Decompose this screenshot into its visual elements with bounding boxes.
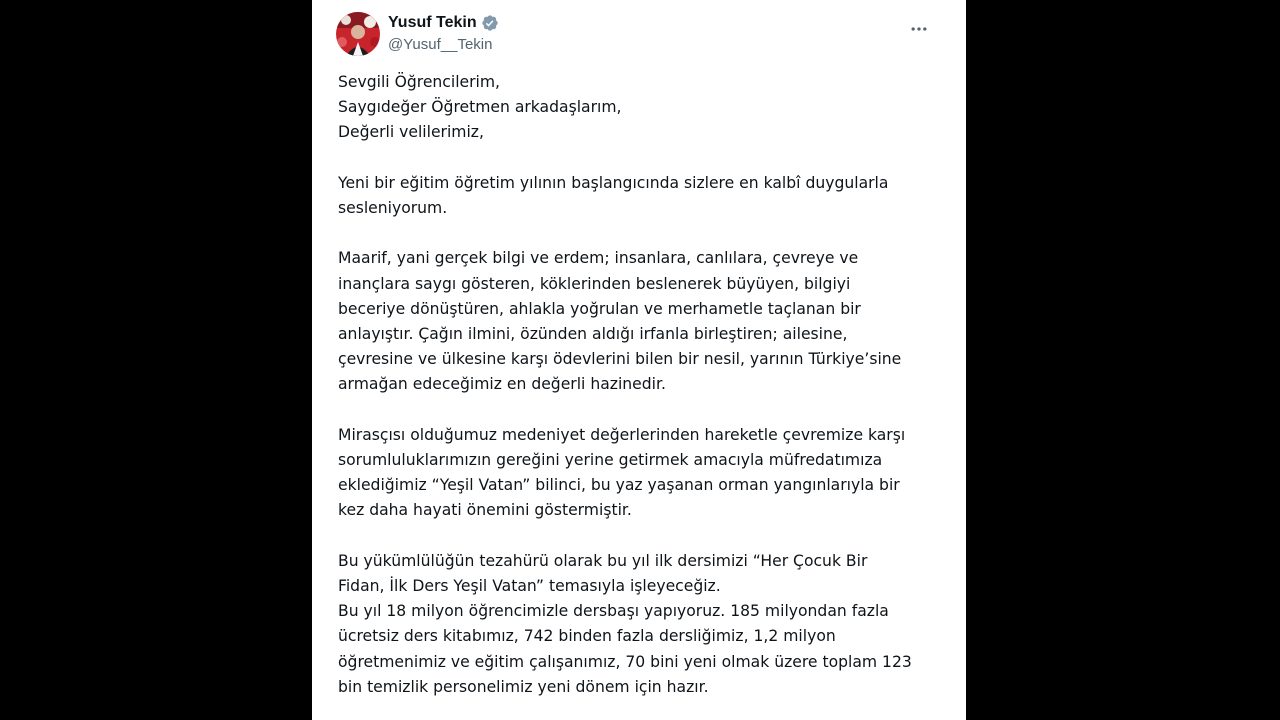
avatar[interactable] — [336, 12, 380, 56]
text-line: Yeni bir eğitim öğretim yılının başlangıcında sizlere en kalbî duygularla — [338, 173, 889, 192]
verified-badge-icon[interactable] — [481, 14, 499, 32]
text-line: Değerli velilerimiz, — [338, 123, 484, 142]
text-line: Bu yıl 18 milyon öğrencimizle dersbaşı yapıyoruz. 185 milyondan fazla — [338, 602, 889, 621]
text-line: öğretmenimiz ve eğitim çalışanımız, 70 bini yeni olmak üzere toplam 123 — [338, 652, 912, 671]
user-handle[interactable]: @Yusuf__Tekin — [388, 36, 493, 53]
text-line: beceriye dönüştüren, ahlakla yoğrulan ve merhametle taçlanan bir — [338, 299, 861, 318]
text-line: Mirasçısı olduğumuz medeniyet değerlerinden hareketle çevremize karşı — [338, 425, 906, 444]
text-line: ücretsiz ders kitabımız, 742 binden fazla dersliğimiz, 1,2 milyon — [338, 627, 836, 646]
text-line: eklediğimiz “Yeşil Vatan” bilinci, bu yaz yaşanan orman yangınlarıyla bir — [338, 476, 900, 495]
tweet-text — [338, 70, 938, 700]
author-block — [388, 12, 499, 53]
paragraph-1 — [338, 171, 938, 221]
tweet-header — [336, 10, 942, 58]
text-line: bin temizlik personelimiz yeni dönem için hazır. — [338, 677, 709, 696]
text-line: armağan edeceğimiz en değerli hazinedir. — [338, 375, 666, 394]
author-line — [388, 12, 499, 34]
text-line: sorumluluklarımızın gereğini yerine getirmek amacıyla müfredatımıza — [338, 451, 883, 469]
text-line: inançlara saygı gösteren, köklerinden beslenerek büyüyen, bilgiyi — [338, 274, 851, 293]
text-line: Saygıdeğer Öğretmen arkadaşlarım, — [338, 98, 622, 117]
avatar-photo — [336, 12, 380, 56]
text-line: kez daha hayati önemini göstermiştir. — [338, 501, 632, 520]
paragraph-2 — [338, 246, 938, 397]
paragraph-4 — [338, 549, 938, 700]
text-line: çevresine ve ülkesine karşı ödevlerini bilen bir nesil, yarının Türkiye’sine — [338, 350, 902, 369]
text-line: Maarif, yani gerçek bilgi ve erdem; insanlara, canlılara, çevreye ve — [338, 249, 859, 268]
paragraph-3 — [338, 423, 938, 524]
display-name[interactable]: Yusuf Tekin — [388, 14, 477, 31]
more-options-icon — [909, 19, 929, 39]
text-line: Fidan, İlk Ders Yeşil Vatan” temasıyla işleyeceğiz. — [338, 577, 721, 595]
text-line: Sevgili Öğrencilerim, — [338, 73, 501, 91]
text-line: sesleniyorum. — [338, 199, 448, 217]
text-line: anlayıştır. Çağın ilmini, özünden aldığı irfanla birleştiren; ailesine, — [338, 325, 848, 343]
tweet-card — [312, 0, 966, 720]
more-options-button[interactable] — [904, 14, 934, 44]
text-line: Bu yükümlülüğün tezahürü olarak bu yıl ilk dersimizi “Her Çocuk Bir — [338, 551, 868, 570]
greeting-block — [338, 70, 938, 146]
